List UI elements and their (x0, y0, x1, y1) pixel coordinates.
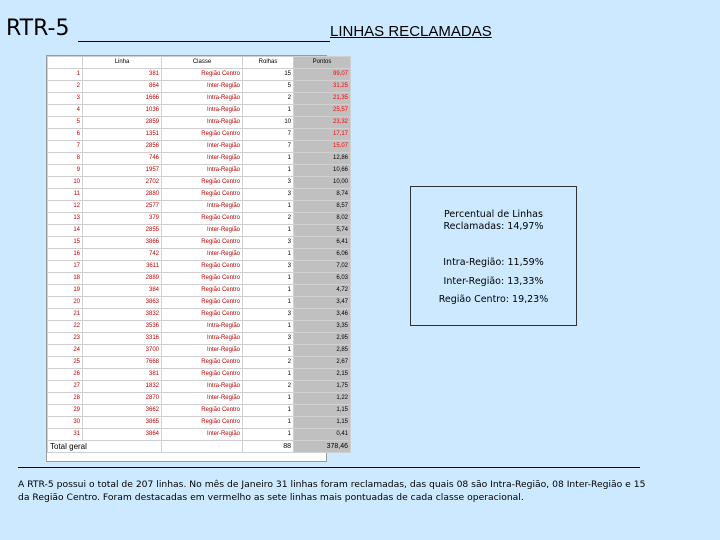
row-linha: 2889 (83, 273, 162, 285)
table-row (48, 117, 351, 129)
row-reclamacoes: 1 (243, 321, 294, 333)
row-linha: 3536 (83, 321, 162, 333)
row-linha: 1351 (83, 129, 162, 141)
row-classe: Inter-Região (162, 345, 243, 357)
row-pontos: 7,02 (294, 261, 351, 273)
row-reclamacoes: 3 (243, 189, 294, 201)
row-linha: 384 (83, 285, 162, 297)
row-classe: Região Centro (162, 129, 243, 141)
table-row (48, 165, 351, 177)
table-row (48, 201, 351, 213)
row-classe: Inter-Região (162, 393, 243, 405)
table-row (48, 81, 351, 93)
row-index: 13 (48, 213, 83, 225)
row-classe: Região Centro (162, 213, 243, 225)
row-pontos: 3,35 (294, 321, 351, 333)
total-reclamacoes: 88 (243, 441, 294, 453)
row-index: 28 (48, 393, 83, 405)
row-index: 1 (48, 69, 83, 81)
row-pontos: 8,74 (294, 189, 351, 201)
row-linha: 746 (83, 153, 162, 165)
row-linha: 381 (83, 369, 162, 381)
row-reclamacoes: 3 (243, 237, 294, 249)
row-reclamacoes: 1 (243, 273, 294, 285)
row-pontos: 31,25 (294, 81, 351, 93)
row-classe: Intra-Região (162, 381, 243, 393)
regiao-centro-percentage: Região Centro: 19,23% (438, 294, 549, 305)
row-index: 18 (48, 273, 83, 285)
row-reclamacoes: 1 (243, 225, 294, 237)
row-reclamacoes: 3 (243, 333, 294, 345)
row-index: 22 (48, 321, 83, 333)
row-reclamacoes: 2 (243, 357, 294, 369)
complaints-table-sheet (46, 55, 348, 462)
complaints-table (47, 56, 351, 453)
row-classe: Inter-Região (162, 141, 243, 153)
total-label: Total geral (48, 441, 162, 453)
table-row (48, 177, 351, 189)
table-row (48, 285, 351, 297)
row-classe: Região Centro (162, 405, 243, 417)
table-row (48, 357, 351, 369)
row-index: 30 (48, 417, 83, 429)
row-reclamacoes: 3 (243, 261, 294, 273)
row-reclamacoes: 7 (243, 141, 294, 153)
row-reclamacoes: 1 (243, 285, 294, 297)
row-pontos: 6,03 (294, 273, 351, 285)
row-reclamacoes: 1 (243, 201, 294, 213)
row-index: 3 (48, 93, 83, 105)
row-linha: 2870 (83, 393, 162, 405)
row-pontos: 12,86 (294, 153, 351, 165)
row-pontos: 8,02 (294, 213, 351, 225)
row-index: 9 (48, 165, 83, 177)
row-index: 8 (48, 153, 83, 165)
row-classe: Região Centro (162, 189, 243, 201)
total-pontos: 378,46 (294, 441, 351, 453)
row-pontos: 15,07 (294, 141, 351, 153)
row-linha: 2702 (83, 177, 162, 189)
header-pontos: Pontos (294, 57, 351, 69)
row-index: 2 (48, 81, 83, 93)
total-empty (162, 441, 243, 453)
row-classe: Intra-Região (162, 201, 243, 213)
row-classe: Região Centro (162, 309, 243, 321)
row-classe: Intra-Região (162, 165, 243, 177)
row-classe: Região Centro (162, 297, 243, 309)
row-pontos: 3,47 (294, 297, 351, 309)
row-reclamacoes: 10 (243, 117, 294, 129)
row-linha: 3611 (83, 261, 162, 273)
row-linha: 2880 (83, 189, 162, 201)
title-underline (78, 41, 330, 42)
table-row (48, 321, 351, 333)
table-row (48, 93, 351, 105)
row-index: 12 (48, 201, 83, 213)
row-pontos: 1,22 (294, 393, 351, 405)
table-row (48, 333, 351, 345)
row-reclamacoes: 2 (243, 381, 294, 393)
table-row (48, 249, 351, 261)
row-classe: Inter-Região (162, 81, 243, 93)
row-index: 11 (48, 189, 83, 201)
row-classe: Região Centro (162, 357, 243, 369)
row-pontos: 21,35 (294, 93, 351, 105)
row-index: 21 (48, 309, 83, 321)
table-row (48, 237, 351, 249)
row-linha: 3865 (83, 417, 162, 429)
page-title: LINHAS RECLAMADAS (330, 23, 492, 40)
row-classe: Região Centro (162, 369, 243, 381)
table-row (48, 261, 351, 273)
table-row (48, 153, 351, 165)
row-linha: 2577 (83, 201, 162, 213)
row-linha: 3863 (83, 297, 162, 309)
row-index: 7 (48, 141, 83, 153)
row-index: 6 (48, 129, 83, 141)
row-pontos: 10,00 (294, 177, 351, 189)
table-row (48, 381, 351, 393)
row-reclamacoes: 3 (243, 309, 294, 321)
row-index: 17 (48, 261, 83, 273)
row-pontos: 2,95 (294, 333, 351, 345)
table-row (48, 417, 351, 429)
row-classe: Região Centro (162, 417, 243, 429)
row-index: 29 (48, 405, 83, 417)
row-reclamacoes: 5 (243, 81, 294, 93)
row-reclamacoes: 1 (243, 417, 294, 429)
row-linha: 2859 (83, 117, 162, 129)
row-linha: 1666 (83, 93, 162, 105)
route-code: RTR-5 (6, 16, 70, 41)
row-classe: Região Centro (162, 261, 243, 273)
row-linha: 379 (83, 213, 162, 225)
row-linha: 1036 (83, 105, 162, 117)
row-reclamacoes: 7 (243, 129, 294, 141)
row-linha: 7668 (83, 357, 162, 369)
row-reclamacoes: 1 (243, 105, 294, 117)
table-row (48, 405, 351, 417)
table-row (48, 273, 351, 285)
table-row (48, 393, 351, 405)
row-reclamacoes: 1 (243, 405, 294, 417)
row-index: 16 (48, 249, 83, 261)
row-reclamacoes: 1 (243, 393, 294, 405)
separator-line (18, 467, 640, 468)
row-pontos: 5,74 (294, 225, 351, 237)
table-row (48, 141, 351, 153)
row-pontos: 2,85 (294, 345, 351, 357)
row-index: 26 (48, 369, 83, 381)
header-linha: Linha (83, 57, 162, 69)
row-reclamacoes: 1 (243, 345, 294, 357)
row-classe: Intra-Região (162, 321, 243, 333)
row-classe: Intra-Região (162, 105, 243, 117)
row-reclamacoes: 1 (243, 153, 294, 165)
row-reclamacoes: 1 (243, 249, 294, 261)
row-linha: 864 (83, 81, 162, 93)
table-row (48, 189, 351, 201)
row-classe: Região Centro (162, 285, 243, 297)
row-reclamacoes: 1 (243, 165, 294, 177)
row-index: 14 (48, 225, 83, 237)
header-index (48, 57, 83, 69)
row-reclamacoes: 2 (243, 213, 294, 225)
row-linha: 3700 (83, 345, 162, 357)
row-pontos: 1,75 (294, 381, 351, 393)
row-reclamacoes: 1 (243, 429, 294, 441)
row-pontos: 0,41 (294, 429, 351, 441)
row-linha: 1957 (83, 165, 162, 177)
row-pontos: 99,07 (294, 69, 351, 81)
row-reclamacoes: 3 (243, 177, 294, 189)
row-index: 20 (48, 297, 83, 309)
inter-regiao-percentage: Inter-Região: 13,33% (443, 276, 544, 287)
row-classe: Inter-Região (162, 429, 243, 441)
row-linha: 3832 (83, 309, 162, 321)
row-classe: Intra-Região (162, 333, 243, 345)
header-classe: Classe (162, 57, 243, 69)
table-row (48, 429, 351, 441)
row-reclamacoes: 15 (243, 69, 294, 81)
row-linha: 2855 (83, 225, 162, 237)
row-pontos: 25,57 (294, 105, 351, 117)
description-text: A RTR-5 possui o total de 207 linhas. No mês de Janeiro 31 linhas foram reclamadas, das quais 08 são Intra-Região, 08 Inter-Região e 15 da Região Centro. Foram destacadas em vermelho as sete linhas mais pontuadas de cada classe operacional. (18, 479, 646, 503)
table-row (48, 69, 351, 81)
row-reclamacoes: 1 (243, 369, 294, 381)
intra-regiao-percentage: Intra-Região: 11,59% (443, 257, 544, 268)
table-header-row (48, 57, 351, 69)
row-index: 19 (48, 285, 83, 297)
table-row (48, 309, 351, 321)
percentage-info-box (410, 186, 577, 326)
row-reclamacoes: 2 (243, 93, 294, 105)
table-row (48, 369, 351, 381)
percentage-line1: Percentual de Linhas (444, 209, 543, 220)
row-classe: Região Centro (162, 273, 243, 285)
row-classe: Região Centro (162, 69, 243, 81)
row-index: 5 (48, 117, 83, 129)
row-pontos: 4,72 (294, 285, 351, 297)
row-index: 25 (48, 357, 83, 369)
row-linha: 2856 (83, 141, 162, 153)
row-pontos: 6,41 (294, 237, 351, 249)
row-classe: Inter-Região (162, 225, 243, 237)
percentage-title (411, 209, 576, 233)
row-classe: Intra-Região (162, 117, 243, 129)
header-reclamacoes: Rolhas (243, 57, 294, 69)
table-row (48, 225, 351, 237)
row-pontos: 6,06 (294, 249, 351, 261)
row-classe: Região Centro (162, 237, 243, 249)
row-index: 27 (48, 381, 83, 393)
row-index: 4 (48, 105, 83, 117)
row-linha: 3864 (83, 429, 162, 441)
row-linha: 381 (83, 69, 162, 81)
table-row (48, 129, 351, 141)
row-pontos: 1,15 (294, 405, 351, 417)
row-pontos: 10,66 (294, 165, 351, 177)
row-index: 23 (48, 333, 83, 345)
total-row (48, 441, 351, 453)
row-pontos: 3,46 (294, 309, 351, 321)
row-classe: Região Centro (162, 177, 243, 189)
row-pontos: 17,17 (294, 129, 351, 141)
table-row (48, 105, 351, 117)
row-linha: 3866 (83, 237, 162, 249)
percentage-line2: Reclamadas: 14,97% (443, 221, 544, 232)
row-pontos: 23,32 (294, 117, 351, 129)
row-linha: 1832 (83, 381, 162, 393)
table-row (48, 213, 351, 225)
row-index: 10 (48, 177, 83, 189)
row-pontos: 2,67 (294, 357, 351, 369)
row-classe: Intra-Região (162, 93, 243, 105)
row-linha: 742 (83, 249, 162, 261)
row-classe: Inter-Região (162, 249, 243, 261)
row-pontos: 1,15 (294, 417, 351, 429)
row-linha: 3662 (83, 405, 162, 417)
row-reclamacoes: 1 (243, 297, 294, 309)
row-index: 24 (48, 345, 83, 357)
row-classe: Inter-Região (162, 153, 243, 165)
row-pontos: 2,15 (294, 369, 351, 381)
row-pontos: 8,57 (294, 201, 351, 213)
table-row (48, 345, 351, 357)
row-index: 15 (48, 237, 83, 249)
row-index: 31 (48, 429, 83, 441)
table-row (48, 297, 351, 309)
row-linha: 3316 (83, 333, 162, 345)
